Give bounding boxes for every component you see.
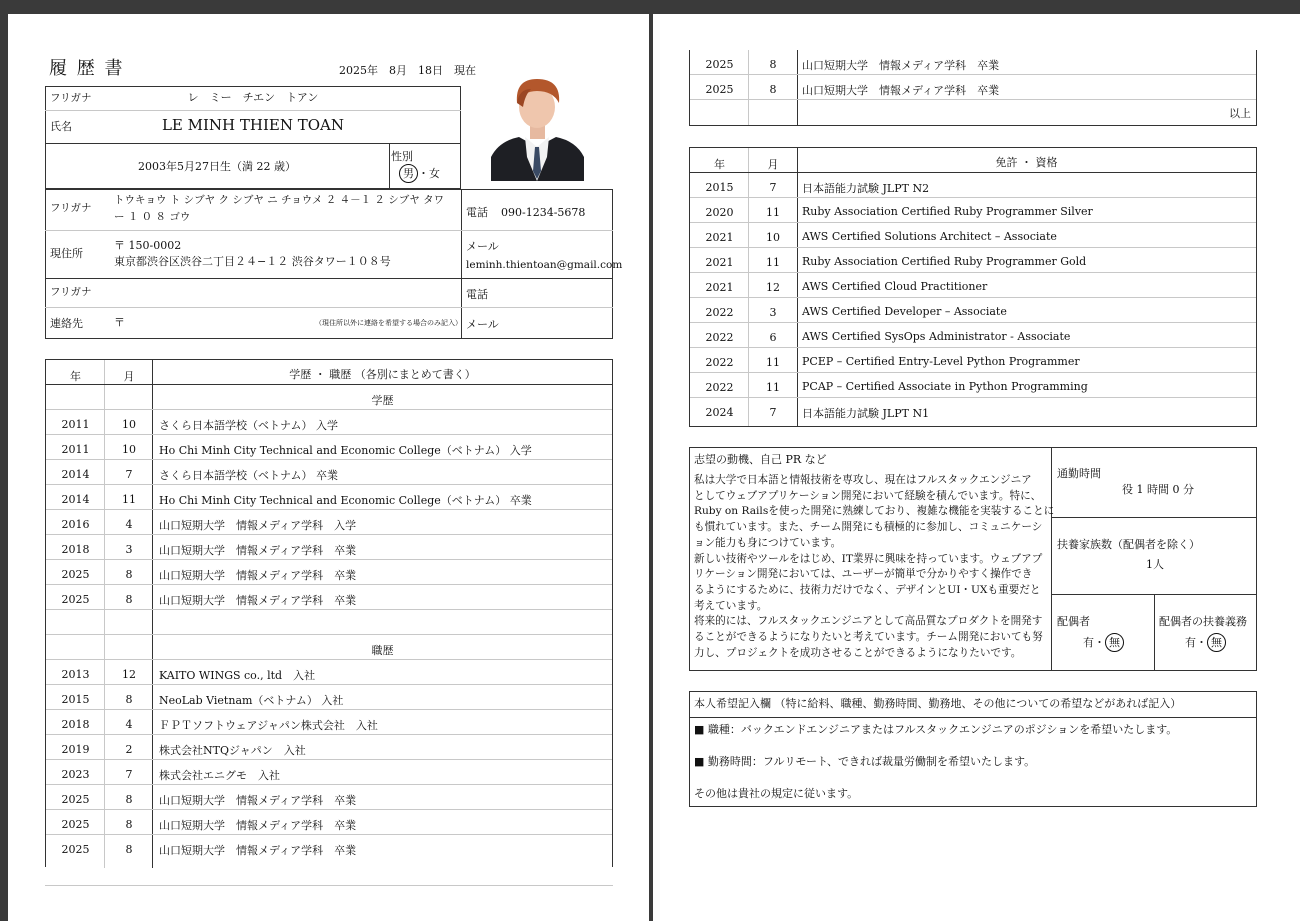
table-row <box>690 100 1256 125</box>
address-furigana-label: フリガナ <box>50 202 92 214</box>
profile-photo <box>491 67 584 181</box>
table-row: 2022 6 AWS Certified SysOps Administrator - Associate <box>690 323 1256 348</box>
motivation-text: 私は大学で日本語と情報技術を専攻し、現在はフルスタックエンジニア としてウェブアプリケーション開発において経験を積んでいます。特に、 Ruby on Railsを使った開発に熟練しており、複雑な機能を実装することに も慣れています。また、チーム開発にも積極的に参加し、コミュニケーシ ョン能力も身につけています。 新しい技術やツールをはじめ、IT業界に興味を持っています。ウェブアプ リケーション開発においては、ユーザーが簡単で分かりやすく操作でき るようにするために、技術力だけでなく、デザインとUI・UXも重要だと 考えています。 将来的には、フルスタックエンジニアとして高品質なプロダクトを開発す ることができるようになりたいと考えています。チーム開発においても努 力し、プロジェクトを成功させることができるようになりたいです。 <box>694 474 1055 659</box>
table-row: 2023 7 株式会社エニグモ 入社 <box>46 760 612 785</box>
motivation-heading: 志望の動機、自己 PR など <box>694 453 827 466</box>
table-row: 2011 10 Ho Chi Minh City Technical and Economic College（ベトナム） 入学 <box>46 435 612 460</box>
table-row: 2018 4 ＦＰＴソフトウェアジャパン株式会社 入社 <box>46 710 612 735</box>
spouse-support-no-circled: 無 <box>1207 633 1226 652</box>
table-row: 2025 8 山口短期大学 情報メディア学科 卒業 <box>46 560 612 585</box>
name-furigana: レ ミー チエン トアン <box>187 91 319 104</box>
education-heading-row <box>46 385 612 410</box>
table-row: 2014 11 Ho Chi Minh City Technical and Economic College（ベトナム） 卒業 <box>46 485 612 510</box>
contact-phone-label: 電話 <box>466 288 488 301</box>
requests-line-hours: ■ 勤務時間：フルリモート、できれば裁量労働制を希望いたします。 <box>694 755 1036 768</box>
name-furigana-label: フリガナ <box>50 92 92 104</box>
table-row: 2021 11 Ruby Association Certified Ruby Programmer Gold <box>690 248 1256 273</box>
table-row: 2018 3 山口短期大学 情報メディア学科 卒業 <box>46 535 612 560</box>
table-row: 2019 2 株式会社NTQジャパン 入社 <box>46 735 612 760</box>
spouse-support-yes: 有・ <box>1185 636 1207 649</box>
table-row: 2015 7 日本語能力試験 JLPT N2 <box>690 173 1256 198</box>
email-label: メール <box>466 240 499 253</box>
table-row: 2025 8 山口短期大学 情報メディア学科 卒業 <box>46 585 612 610</box>
full-name: LE MINH THIEN TOAN <box>161 116 345 134</box>
table-row: 2025 8 山口短期大学 情報メディア学科 卒業 <box>46 785 612 810</box>
requests-line-other: その他は貴社の規定に従います。 <box>694 787 859 800</box>
gender-male-circled: 男 <box>399 164 418 183</box>
commute-label: 通勤時間 <box>1057 467 1101 480</box>
current-address: 東京都渋谷区渋谷二丁目２４−１２ 渋谷タワー１０８号 <box>114 255 391 268</box>
licenses-table <box>689 147 1257 427</box>
work-heading: 職歴 <box>371 644 394 657</box>
table-row: 2011 10 さくら日本語学校（ベトナム） 入学 <box>46 410 612 435</box>
licenses-header-row <box>690 148 1256 173</box>
spouse-label: 配偶者 <box>1057 615 1090 628</box>
gender-separator: ・女 <box>418 167 440 180</box>
spouse-value <box>1083 633 1124 652</box>
spouse-yes: 有・ <box>1083 636 1105 649</box>
document-date: 2025年 8月 18日 現在 <box>339 64 476 77</box>
contact-label: 連絡先 <box>50 317 83 330</box>
dependents-label: 扶養家族数（配偶者を除く） <box>1057 538 1200 551</box>
history-header-row <box>46 360 612 385</box>
email-address: leminh.thientoan@gmail.com <box>466 259 623 271</box>
table-row: 2016 4 山口短期大学 情報メディア学科 入学 <box>46 510 612 535</box>
table-row: 2022 3 AWS Certified Developer – Associate <box>690 298 1256 323</box>
work-heading-row <box>46 635 612 660</box>
birth-date: 2003年5月27日生（満 22 歳） <box>138 160 296 173</box>
education-heading: 学歴 <box>371 394 394 407</box>
history-col-month: 月 <box>123 370 135 383</box>
address-furigana-line2: ー １ ０ ８ ゴウ <box>114 211 191 223</box>
licenses-col-month: 月 <box>767 158 779 171</box>
table-row: 2015 8 NeoLab Vietnam（ベトナム） 入社 <box>46 685 612 710</box>
licenses-col-title: 免許 ・ 資格 <box>995 156 1058 169</box>
table-row: 2022 11 PCEP – Certified Entry-Level Python Programmer <box>690 348 1256 373</box>
table-row: 2021 12 AWS Certified Cloud Practitioner <box>690 273 1256 298</box>
contact-furigana-label: フリガナ <box>50 286 92 298</box>
end-mark: 以上 <box>1229 107 1251 120</box>
contact-postal: 〒 <box>114 316 125 329</box>
dependents-value: 1人 <box>1146 558 1164 571</box>
postal-code: 〒 150-0002 <box>114 239 182 252</box>
gender-value <box>399 164 440 183</box>
resume-page-2 <box>653 14 1300 921</box>
table-row: 2022 11 PCAP – Certified Associate in Python Programming <box>690 373 1256 398</box>
table-row: 2025 8 山口短期大学 情報メディア学科 卒業 <box>46 810 612 835</box>
phone-label: 電話 <box>466 206 488 219</box>
spouse-support-value <box>1185 633 1226 652</box>
profile-photo-svg <box>491 67 584 181</box>
phone-number: 090-1234-5678 <box>501 206 586 219</box>
history-table <box>45 359 613 867</box>
requests-heading: 本人希望記入欄 （特に給料、職種、勤務時間、勤務地、その他についての希望などがあれば記入） <box>694 697 1182 710</box>
spouse-support-label: 配偶者の扶養義務 <box>1159 615 1247 628</box>
history-col-year: 年 <box>70 370 81 383</box>
contact-email-label: メール <box>466 318 499 331</box>
table-row: 2025 8 山口短期大学 情報メディア学科 卒業 <box>690 50 1256 75</box>
table-row: 2013 12 KAITO WINGS co., ltd 入社 <box>46 660 612 685</box>
licenses-col-year: 年 <box>714 158 725 171</box>
table-row: 2014 7 さくら日本語学校（ベトナム） 卒業 <box>46 460 612 485</box>
gender-label: 性別 <box>391 150 413 163</box>
requests-line-job: ■ 職種：バックエンドエンジニアまたはフルスタックエンジニアのポジションを希望いたします。 <box>694 723 1178 736</box>
name-label: 氏名 <box>50 120 72 133</box>
history-table-continued <box>689 50 1257 126</box>
table-row: 2025 8 山口短期大学 情報メディア学科 卒業 <box>690 75 1256 100</box>
table-row: 2020 11 Ruby Association Certified Ruby Programmer Silver <box>690 198 1256 223</box>
commute-value: 役 1 時間 0 分 <box>1122 483 1194 496</box>
table-row: 2025 8 山口短期大学 情報メディア学科 卒業 <box>61 843 357 857</box>
address-furigana-line1: トウキョウ ト シブヤ ク シブヤ ニ チョウメ ２ ４－１ ２ シブヤ タワ <box>114 194 445 206</box>
table-row: 2024 7 日本語能力試験 JLPT N1 <box>705 406 930 420</box>
resume-page-1 <box>8 14 649 921</box>
spouse-no-circled: 無 <box>1105 633 1124 652</box>
current-address-label: 現住所 <box>50 247 83 260</box>
empty-row <box>46 610 612 635</box>
history-col-title: 学歴 ・ 職歴 （各別にまとめて書く） <box>289 368 476 381</box>
table-row: 2021 10 AWS Certified Solutions Architect – Associate <box>690 223 1256 248</box>
contact-note: （現住所以外に連絡を希望する場合のみ記入） <box>315 319 462 327</box>
document-title: 履 歴 書 <box>49 58 125 79</box>
